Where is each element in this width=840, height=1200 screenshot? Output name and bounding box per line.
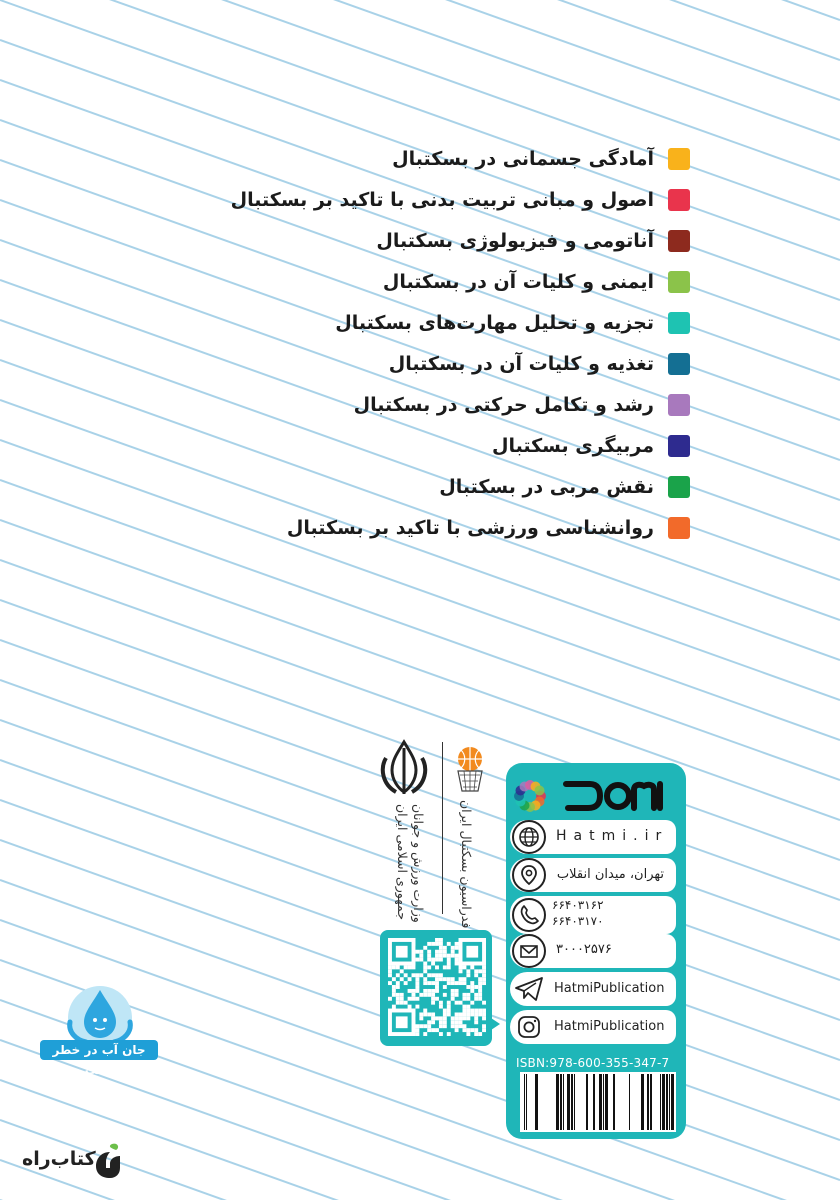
phone-number-1: ۶۶۴۰۳۱۶۲ [552,898,604,912]
book-title-item [130,138,690,179]
color-swatch [668,189,690,211]
ministry-line2: وزارت ورزش و جوانان [411,804,426,923]
qr-code[interactable] [388,938,486,1036]
color-swatch [668,435,690,457]
color-swatch [668,148,690,170]
color-swatch [668,476,690,498]
logo-divider [442,742,443,914]
book-title-item [130,384,690,425]
instagram-icon [512,1010,546,1044]
globe-icon [512,820,546,854]
address-text: تهران، میدان انقلاب [556,867,664,882]
ketabrah-logo-icon [92,1140,124,1180]
book-title-item [130,220,690,261]
sms-number: ۳۰۰۰۲۵۷۶ [556,942,612,957]
phone-icon [512,898,546,932]
water-badge-label: جان آب در خطر است [40,1040,158,1060]
book-title-text: تغذیه و کلیات آن در بسکتبال [388,352,654,375]
book-title-text: آناتومی و فیزیولوژی بسکتبال [376,229,654,252]
color-swatch [668,271,690,293]
book-title-text: رشد و تکامل حرکتی در بسکتبال [353,393,654,416]
book-title-item [130,179,690,220]
telegram-handle[interactable]: HatmiPublication [554,981,665,996]
book-title-item [130,507,690,548]
website-link[interactable]: Hatmi.ir [556,828,669,844]
book-title-text: تجزیه و تحلیل مهارت‌های بسکتبال [335,311,654,334]
color-swatch [668,394,690,416]
book-title-item [130,466,690,507]
book-title-text: اصول و مبانی تربیت بدنی با تاکید بر بسکتبال [230,188,654,211]
book-title-text: نقش مربی در بسکتبال [439,475,654,498]
instagram-handle[interactable]: HatmiPublication [554,1019,665,1034]
color-swatch [668,230,690,252]
hatmi-logo [560,774,676,818]
book-title-text: آمادگی جسمانی در بسکتبال [392,147,654,170]
barcode [520,1072,676,1132]
federation-name: فدراسیون بسکتبال ایران [459,800,474,929]
color-swatch [668,312,690,334]
phone-number-2: ۶۶۴۰۳۱۷۰ [552,914,604,928]
book-title-item [130,425,690,466]
book-title-text: مربیگری بسکتبال [491,434,654,457]
color-swatch [668,517,690,539]
ketabrah-brand: کتاب‌راه [22,1148,96,1170]
book-title-item [130,343,690,384]
book-title-item [130,302,690,343]
envelope-icon [512,934,546,968]
qr-code-pointer [488,1016,500,1032]
ministry-line1: جمهوری اسلامی ایران [395,804,410,920]
book-title-text: ایمنی و کلیات آن در بسکتبال [382,270,654,293]
telegram-icon [512,972,546,1006]
book-title-item [130,261,690,302]
book-series-list [130,138,690,548]
book-title-text: روانشناسی ورزشی با تاکید بر بسکتبال [286,516,654,539]
isbn-text: ISBN:978-600-355-347-7 [516,1056,670,1070]
location-pin-icon [512,858,546,892]
iran-emblem-icon [378,738,430,798]
color-wheel-icon [512,778,548,814]
basketball-federation-logo-icon [452,745,488,793]
color-swatch [668,353,690,375]
